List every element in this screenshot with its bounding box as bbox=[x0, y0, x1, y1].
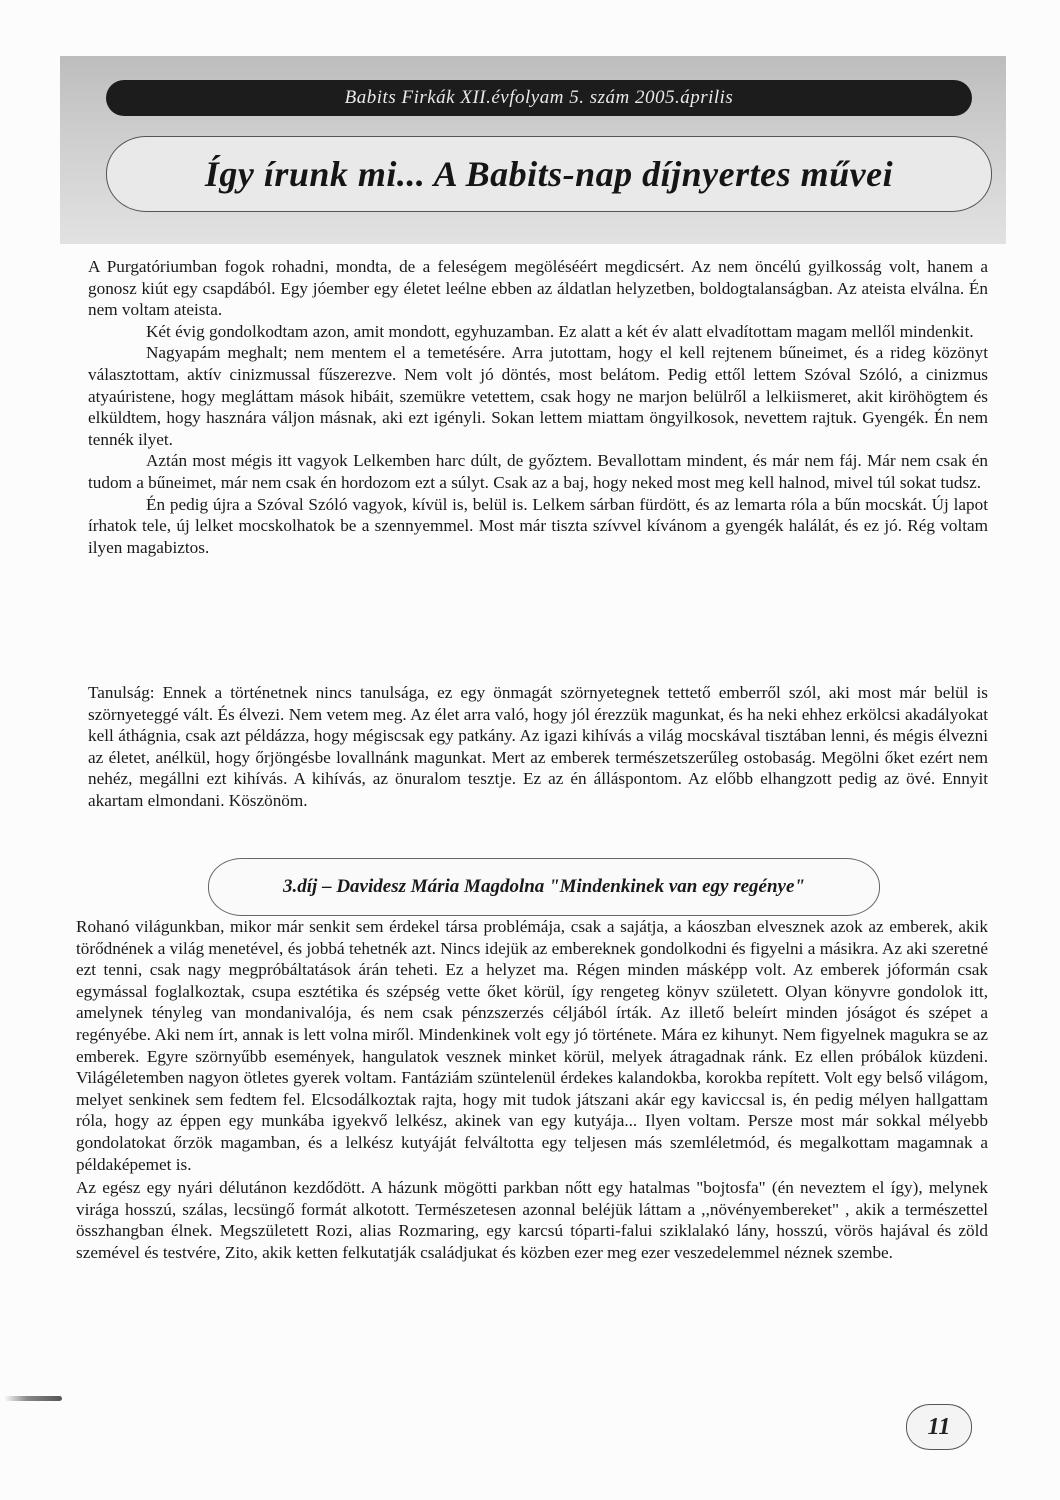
paragraph: Rohanó világunkban, mikor már senkit sem érdekel társa problémája, csak a sajátja, a káoszban elvesznek azok az emberek, akik törődnének a világ menetével, és jobbá tehetnék azt. Nincs idejük az embereknek gondolkodni és figyelni a másikra. Az aki szeretné ezt tenni, csak nagy megpróbáltatások árán teheti. Ez a helyzet ma. Régen minden másképp volt. Az emberek jóformán csak egymással foglalkoztak, csupa esztétika és szépség vette őket körül, így rengeteg könyv született. Olyan könyvre gondolok itt, amelynek tényleg van mondanivalója, és nem csak pénzszerzés céljából írták. Az illető beleírt minden jóságot és szépet a regényébe. Aki nem írt, annak is lett volna miről. Mindenkinek volt egy jó története. Mára ez kihunyt. Nem figyelnek magukra se az emberek. Egyre szörnyűbb események, hangulatok vesznek minket körül, melyek átragadnak ránk. Ez ellen próbálok küzdeni. Világéletemben nagyon ötletes gyerek voltam. Fantáziám szüntelenül érdekes kalandokba, korokba repített. Volt egy belső világom, melyet senkinek sem fedtem fel. Elcsodálkoztak rajta, hogy mit tudok játszani akár egy kaviccsal is, én pedig mélyen hallgattam róla, hogy az éppen egy munkába igyekvő lelkész, akinek van egy kutyája... Ilyen voltam. Persze most már sokkal mélyebb gondolatokat őrzök magamban, és a lelkész kutyáját felváltotta egy teljesen más szemléletmód, és megalkottam magamnak a példaképemet is. bbox=[76, 917, 988, 1174]
section-heading-box bbox=[208, 858, 880, 916]
page-title-box bbox=[106, 136, 992, 212]
paragraph: Az egész egy nyári délutánon kezdődött. A házunk mögötti parkban nőtt egy hatalmas "bojtosfa" (én neveztem el így), melynek virága hosszú, szálas, lecsüngő formát alkotott. Természetesen azonnal beléjük láttam a ,,növényembereket" , akik a természettel összhangban élnek. Megszületett Rozi, alias Rozmaring, egy karcsú tóparti-falui sziklalakó lány, hosszú, vörös hajával és zöld szemével és testvére, Zito, akik ketten felkutatják családjukat és közben ezer meg ezer veszedelemmel néznek szembe. bbox=[76, 1178, 988, 1262]
paragraph: Két évig gondolkodtam azon, amit mondott, egyhuzamban. Ez alatt a két év alatt elvadítottam magam mellől mindenkit. bbox=[146, 321, 974, 341]
article-1 bbox=[88, 256, 988, 558]
article-2 bbox=[76, 916, 988, 1264]
page-title: Így írunk mi... A Babits-nap díjnyertes művei bbox=[204, 154, 894, 194]
paragraph: Aztán most mégis itt vagyok Lelkemben harc dúlt, de győztem. Bevallottam mindent, és már nem fáj. Már nem csak én tudom a bűneimet, már nem csak én hordozom ezt a súlyt. Csak az a baj, hogy neked most meg kell halnod, mivel túl sokat tudsz. bbox=[88, 451, 988, 492]
paragraph: Nagyapám meghalt; nem mentem el a temetésére. Arra jutottam, hogy el kell rejtenem bűneimet, és a rideg közönyt választottam, aktív cinizmussal fűszerezve. Nem volt jó döntés, most belátom. Pedig ettől lettem Szóval Szóló, a cinizmus atyaúristene, hogy megláttam mások hibáit, szemükre vetettem, csak hogy ne marjon belülről a lelkiismeret, akit kiröhögtem és elküldtem, hogy hasznára váljon másnak, aki ezt igényli. Sokan lettem miattam öngyilkosok, nevettem rajtuk. Gyengék. Én nem tennék ilyet. bbox=[88, 343, 988, 449]
issue-line: Babits Firkák XII.évfolyam 5. szám 2005.április bbox=[344, 87, 734, 108]
page-number bbox=[906, 1404, 972, 1450]
lesson-paragraph bbox=[88, 682, 988, 812]
paragraph: Tanulság: Ennek a történetnek nincs tanulsága, ez egy önmagát szörnyetegnek tettető emberről szól, aki most már belül is szörnyeteggé vált. És élvezi. Nem vetem meg. Az élet arra való, hogy jól érezzük magunkat, és ha neki ehhez erkölcsi akadályokat kell áthágnia, csak azt példázza, hogy mégiscsak egy patkány. Az igazi kihívás a világ mocskával tisztában lenni, és mégis élvezni az életet, anélkül, hogy őrjöngésbe lovallnánk magunkat. Mert az emberek természetszerűleg ostobaság. Megölni őket ezért nem nehéz, megállni ezt kihívás. A kihívás, az önuralom tesztje. Ez az én álláspontom. Az előbb elhangzott pedig az övé. Ennyit akartam elmondani. Köszönöm. bbox=[88, 683, 988, 810]
paragraph: Én pedig újra a Szóval Szóló vagyok, kívül is, belül is. Lelkem sárban fürdött, és az lemarta róla a bűn mocskát. Új lapot írhatok tele, új lelket mocskolhatok be a szennyemmel. Most már tiszta szívvel kívánom a gyengék halálát, és ez jó. Rég voltam ilyen magabiztos. bbox=[88, 494, 988, 557]
issue-header-bar bbox=[106, 80, 972, 116]
page-number-label: 11 bbox=[927, 1413, 951, 1440]
section-heading: 3.díj – Davidesz Mária Magdolna "Mindenkinek van egy regénye" bbox=[283, 876, 805, 897]
scan-artifact bbox=[4, 1396, 62, 1401]
paragraph: A Purgatóriumban fogok rohadni, mondta, de a feleségem megöléséért megdicsért. Az nem öncélú gyilkosság volt, hanem a gonosz kiút egy csapdából. Egy jóember egy életet leélne ebben az áldatlan helyzetben, boldogtalanságban. Az ateista elválna. Én nem voltam ateista. bbox=[88, 257, 988, 320]
